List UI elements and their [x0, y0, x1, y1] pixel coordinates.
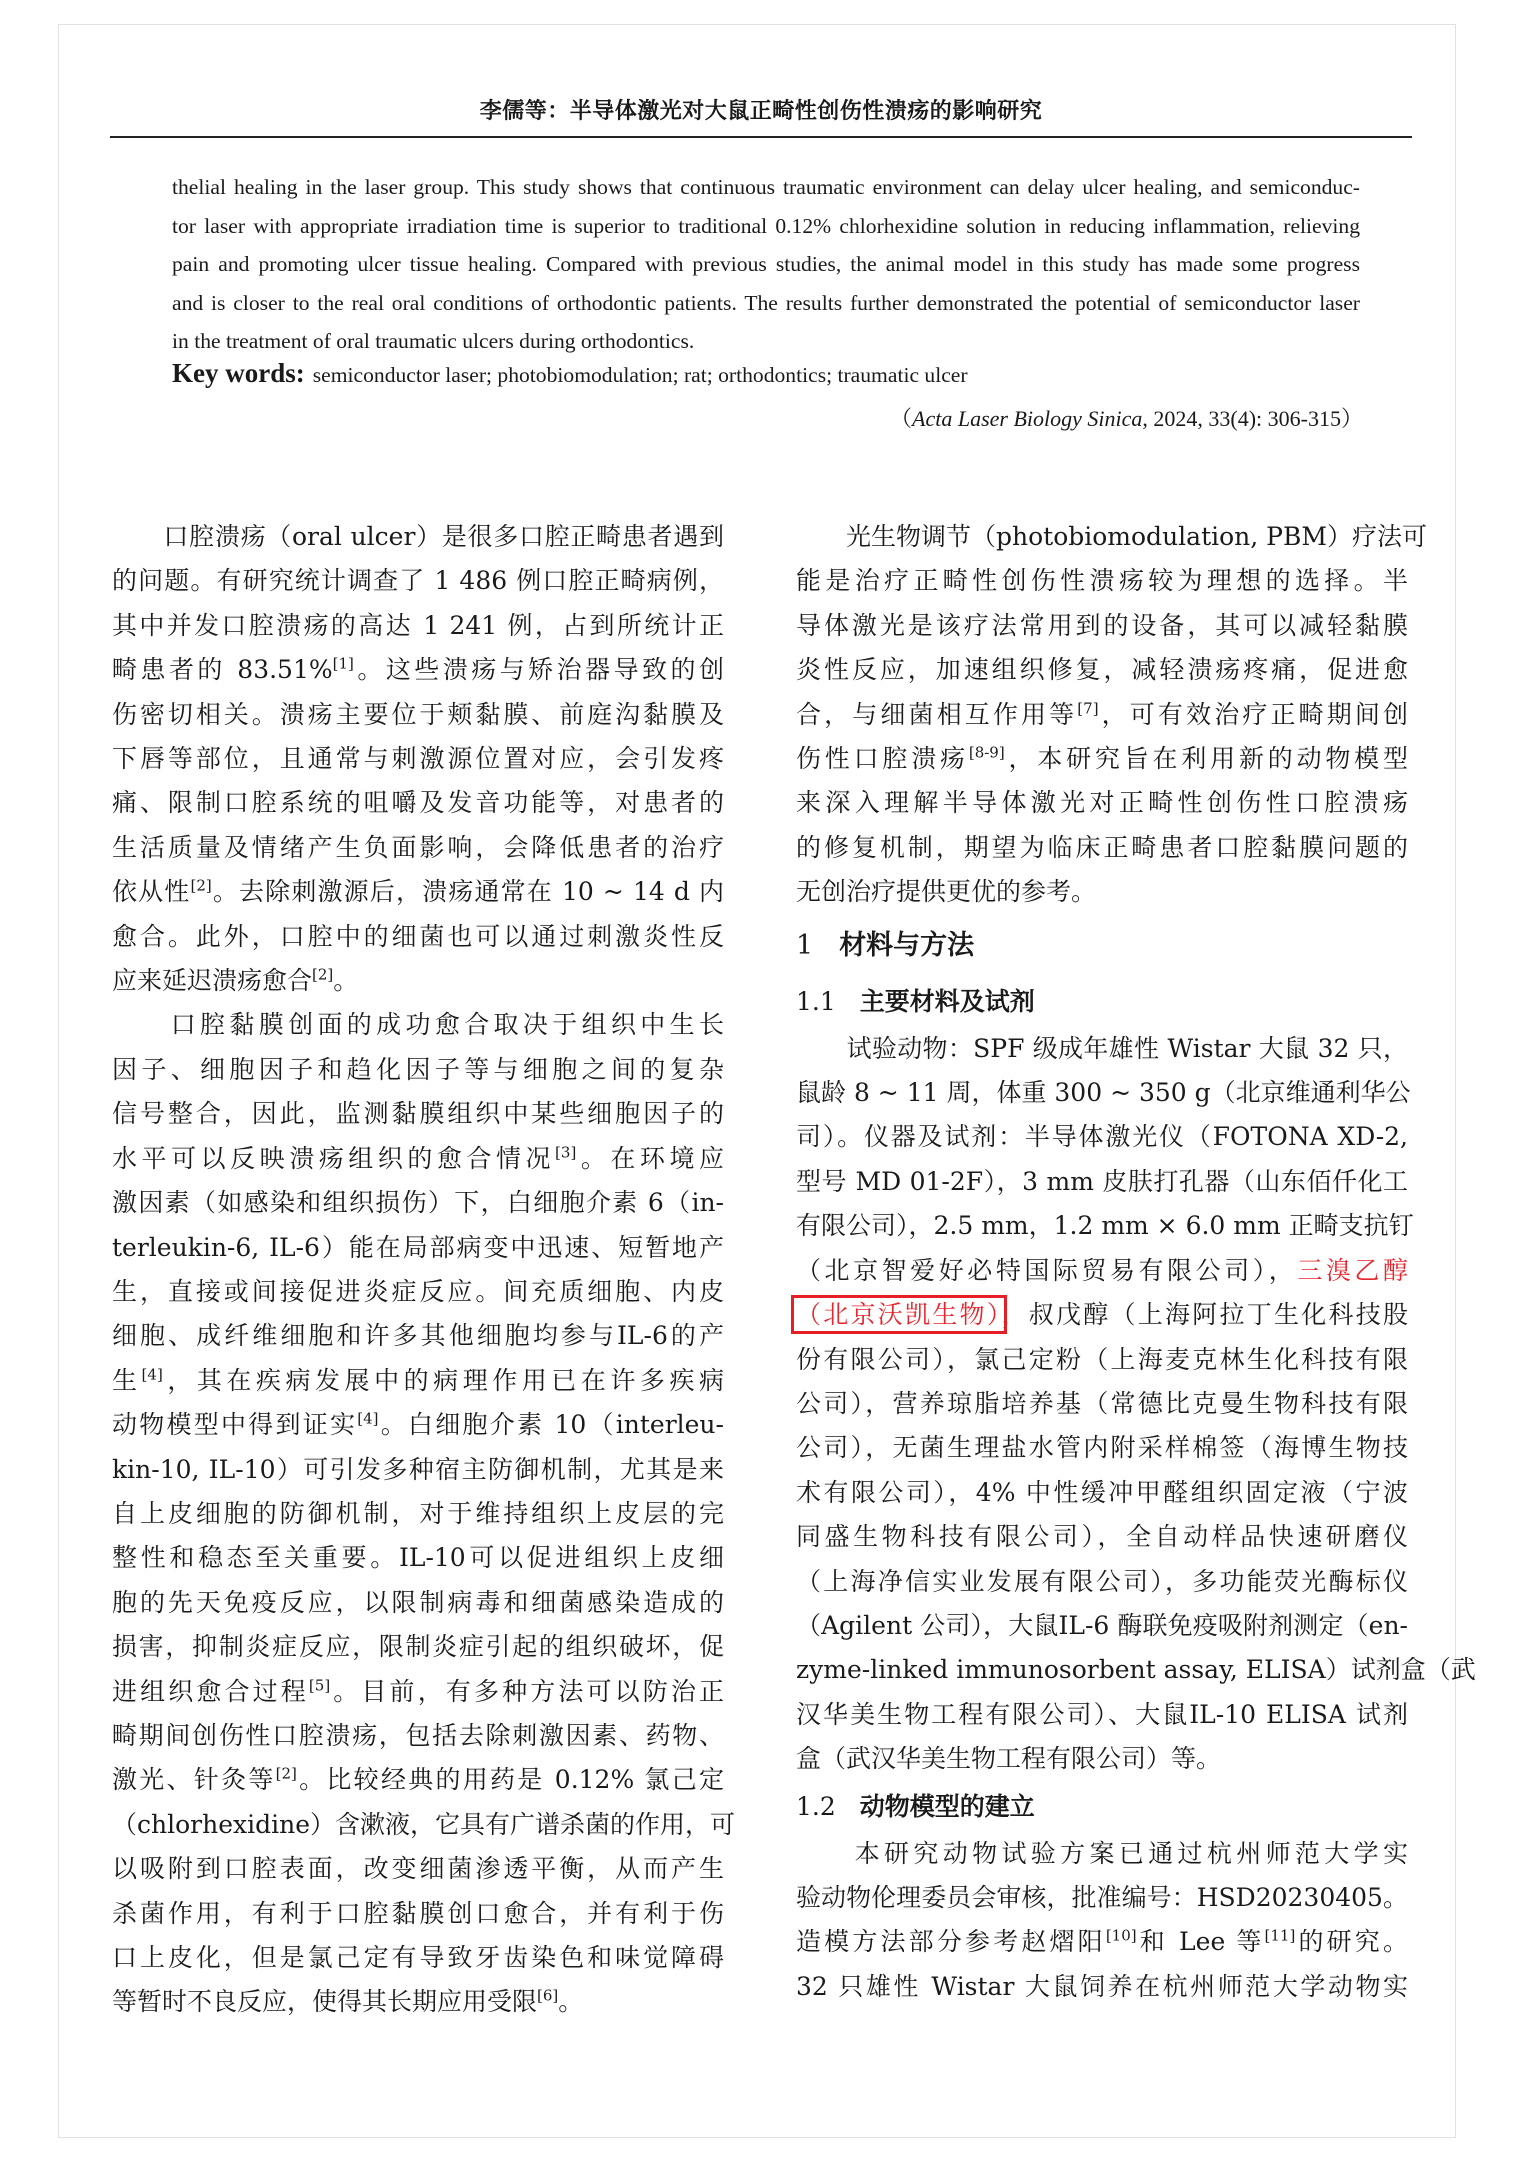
reference-mark[interactable]: [2]	[312, 965, 334, 984]
body-text: 畸患者的 83.51%	[112, 655, 333, 685]
reference-mark[interactable]: [1]	[332, 654, 354, 673]
body-text: 激光、针灸等	[112, 1765, 276, 1795]
body-line: 口腔黏膜创面的成功愈合取决于组织中生长	[112, 1010, 724, 1040]
body-text: 伤性口腔溃疡	[796, 744, 969, 774]
body-line	[112, 1403, 724, 1447]
body-line: 细胞、成纤维细胞和许多其他细胞均参与IL-6的产	[112, 1321, 724, 1351]
body-line: kin-10, IL-10）可引发多种宿主防御机制，尤其是来	[112, 1454, 724, 1484]
body-text: 应来延迟溃疡愈合	[112, 966, 313, 996]
body-text: 的研究。	[1295, 1927, 1408, 1957]
abstract	[172, 168, 1360, 361]
body-line: 自上皮细胞的防御机制，对于维持组织上皮层的完	[112, 1498, 724, 1528]
reference-mark[interactable]: [10]	[1105, 1927, 1137, 1946]
citation-rest: , 2024, 33(4): 306-315）	[1142, 406, 1363, 431]
reference-mark[interactable]: [4]	[357, 1409, 379, 1428]
body-line: 司）。仪器及试剂：半导体激光仪（FOTONA XD-2,	[796, 1122, 1408, 1152]
body-line: 信号整合，因此，监测黏膜组织中某些细胞因子的	[112, 1099, 724, 1129]
body-line: 炎性反应，加速组织修复，减轻溃疡疼痛，促进愈	[796, 655, 1408, 685]
header-rule	[110, 136, 1412, 138]
keywords	[172, 358, 1360, 389]
body-line: 痛、限制口腔系统的咀嚼及发音功能等，对患者的	[112, 788, 724, 818]
body-line: （Agilent 公司），大鼠IL-6 酶联免疫吸附剂测定（en-	[796, 1610, 1408, 1640]
body-text: 。在环境应	[576, 1143, 724, 1173]
body-line: 份有限公司），氯己定粉（上海麦克林生化科技有限	[796, 1344, 1408, 1374]
body-line: （chlorhexidine）含漱液，它具有广谱杀菌的作用，可	[112, 1809, 735, 1839]
body-line: 能是治疗正畸性创伤性溃疡较为理想的选择。半	[796, 566, 1408, 596]
body-text: 。去除刺激源后，溃疡通常在 10 ~ 14 d 内	[211, 877, 724, 907]
body-line	[112, 1980, 724, 2024]
body-line	[112, 959, 724, 1003]
body-line: 其中并发口腔溃疡的高达 1 241 例，占到所统计正	[112, 610, 724, 640]
section-title: 材料与方法	[839, 929, 975, 961]
body-line: （上海净信实业发展有限公司），多功能荧光酶标仪	[796, 1566, 1408, 1596]
body-line: zyme-linked immunosorbent assay, ELISA）试剂盒（武	[796, 1655, 1476, 1685]
body-line: 胞的先天免疫反应，以限制病毒和细菌感染造成的	[112, 1587, 724, 1617]
body-line: 口上皮化，但是氯己定有导致牙齿染色和味觉障碍	[112, 1943, 724, 1972]
section-number: 1	[796, 929, 814, 961]
body-line: terleukin-6, IL-6）能在局部病变中迅速、短暂地产	[112, 1232, 724, 1262]
body-line: 试验动物：SPF 级成年雄性 Wistar 大鼠 32 只，	[796, 1033, 1408, 1063]
citation-open: （	[890, 406, 913, 431]
abstract-line: thelial healing in the laser group. This study shows that continuous traumatic environment can delay ulcer healing, and semiconduc-	[172, 175, 1360, 199]
body-text: ，可有效治疗正畸期间创	[1098, 699, 1408, 729]
body-text: 等暂时不良反应，使得其长期应用受限	[112, 1987, 538, 2017]
right-column	[796, 515, 1476, 2009]
body-line: 无创治疗提供更优的参考。	[796, 877, 1097, 907]
abstract-line: and is closer to the real oral conditions of orthodontic patients. The results further demonstrated the potential of semiconductor laser	[172, 290, 1360, 315]
body-line: 来深入理解半导体激光对正畸性创伤性口腔溃疡	[796, 788, 1408, 818]
body-line	[112, 1359, 724, 1403]
body-line: 口腔溃疡（oral ulcer）是很多口腔正畸患者遇到	[112, 522, 724, 551]
body-text: 动物模型中得到证实	[112, 1410, 358, 1440]
body-line: 的修复机制，期望为临床正畸患者口腔黏膜问题的	[796, 832, 1408, 862]
abstract-line: tor laser with appropriate irradiation time is superior to traditional 0.12% chlorhexidine solution in reducing inflammation, relieving	[172, 213, 1360, 238]
abstract-line: pain and promoting ulcer tissue healing. Compared with previous studies, the animal model in this study has made some progress	[172, 252, 1360, 277]
body-line: 同盛生物科技有限公司），全自动样品快速研磨仪	[796, 1522, 1408, 1552]
body-line: 导体激光是该疗法常用到的设备，其可以减轻黏膜	[796, 610, 1408, 640]
body-line	[796, 693, 1408, 737]
body-line: 32 只雄性 Wistar 大鼠饲养在杭州师范大学动物实	[796, 1971, 1408, 2001]
body-line: 愈合。此外，口腔中的细菌也可以通过刺激炎性反	[112, 921, 724, 951]
body-text: ，本研究旨在利用新的动物模型	[1004, 744, 1408, 774]
body-line	[112, 648, 724, 692]
body-text: 水平可以反映溃疡组织的愈合情况	[112, 1143, 556, 1173]
body-line: 公司），无菌生理盐水管内附采样棉签（海博生物技	[796, 1433, 1408, 1463]
body-text: 。这些溃疡与矫治器导致的创	[353, 655, 724, 685]
body-text: 。	[333, 966, 359, 996]
body-line: 伤密切相关。溃疡主要位于颊黏膜、前庭沟黏膜及	[112, 699, 724, 729]
body-line	[112, 870, 724, 914]
running-header: 李儒等：半导体激光对大鼠正畸性创伤性溃疡的影响研究	[479, 98, 1043, 124]
body-line: 鼠龄 8 ~ 11 周，体重 300 ~ 350 g（北京维通利华公	[796, 1078, 1411, 1108]
body-text: 。目前，有多种方法可以防治正	[330, 1676, 724, 1706]
subsection-heading	[796, 1782, 1408, 1832]
body-text: 。	[558, 1987, 584, 2017]
body-line: 以吸附到口腔表面，改变细菌渗透平衡，从而产生	[112, 1854, 724, 1884]
section-heading	[796, 915, 1408, 977]
body-text: 依从性	[112, 877, 191, 907]
body-line: 光生物调节（photobiomodulation, PBM）疗法可	[796, 522, 1427, 551]
body-text: 和 Lee 等	[1136, 1927, 1265, 1957]
reference-mark[interactable]: [8-9]	[968, 743, 1005, 762]
body-line: 本研究动物试验方案已通过杭州师范大学实	[796, 1838, 1408, 1868]
body-line: 汉华美生物工程有限公司）、大鼠IL-10 ELISA 试剂	[796, 1699, 1408, 1729]
body-line: 盒（武汉华美生物工程有限公司）等。	[796, 1744, 1222, 1774]
body-line: 有限公司），2.5 mm，1.2 mm × 6.0 mm 正畸支抗钉	[796, 1211, 1414, 1241]
body-text: 进组织愈合过程	[112, 1676, 309, 1706]
body-text: 合，与细菌相互作用等	[796, 699, 1078, 729]
highlighted-supplier-box[interactable]: （北京沃凯生物）	[796, 1300, 1002, 1330]
subsection-number: 1.2	[796, 1791, 836, 1821]
body-line: 的问题。有研究统计调查了 1 486 例口腔正畸病例，	[112, 566, 724, 596]
body-line	[796, 1293, 1408, 1337]
body-line	[112, 1758, 724, 1802]
body-line: 损害，抑制炎症反应，限制炎症引起的组织破坏，促	[112, 1632, 724, 1662]
body-text: 生	[112, 1365, 142, 1395]
body-text: 。比较经典的用药是 0.12% 氯己定	[296, 1765, 724, 1795]
body-line: 畸期间创伤性口腔溃疡，包括去除刺激因素、药物、	[112, 1720, 724, 1750]
keywords-text: semiconductor laser; photobiomodulation; rat; orthodontics; traumatic ulcer	[312, 363, 968, 387]
reference-mark[interactable]: [7]	[1077, 699, 1099, 718]
body-line: 公司），营养琼脂培养基（常德比克曼生物科技有限	[796, 1388, 1408, 1418]
body-text: 。白细胞介素 10（interleu-	[378, 1410, 724, 1440]
subsection-title: 主要材料及试剂	[859, 986, 1035, 1016]
reference-mark[interactable]: [3]	[555, 1143, 577, 1162]
reference-mark[interactable]: [2]	[275, 1765, 297, 1784]
left-column	[112, 515, 735, 2025]
body-text: （北京智爱好必特国际贸易有限公司），	[796, 1255, 1298, 1285]
body-line: 型号 MD 01-2F），3 mm 皮肤打孔器（山东佰仟化工	[796, 1166, 1408, 1196]
reference-mark[interactable]: [2]	[190, 876, 212, 895]
subsection-number: 1.1	[796, 986, 836, 1016]
reference-mark[interactable]: [11]	[1264, 1927, 1296, 1946]
highlighted-reagent: 三溴乙醇	[1297, 1255, 1408, 1285]
reference-mark[interactable]: [6]	[537, 1987, 559, 2006]
body-line: 下唇等部位，且通常与刺激源位置对应，会引发疼	[112, 744, 724, 774]
keywords-label: Key words:	[172, 358, 305, 388]
body-text: 造模方法部分参考赵熠阳	[796, 1927, 1106, 1957]
citation	[890, 402, 1363, 433]
body-line	[796, 1920, 1408, 1964]
body-line: 术有限公司），4% 中性缓冲甲醛组织固定液（宁波	[796, 1477, 1408, 1507]
reference-mark[interactable]: [4]	[141, 1365, 163, 1384]
subsection-title: 动物模型的建立	[859, 1791, 1035, 1821]
abstract-line: in the treatment of oral traumatic ulcers during orthodontics.	[172, 329, 695, 354]
body-line: 整性和稳态至关重要。IL-10可以促进组织上皮细	[112, 1543, 724, 1573]
body-line: 杀菌作用，有利于口腔黏膜创口愈合，并有利于伤	[112, 1898, 724, 1928]
body-line	[112, 1670, 724, 1714]
reference-mark[interactable]: [5]	[308, 1676, 331, 1695]
citation-journal: Acta Laser Biology Sinica	[912, 406, 1143, 431]
body-line	[796, 1249, 1408, 1293]
body-text: ，其在疾病发展中的病理作用已在许多疾病	[162, 1365, 724, 1395]
body-line: 验动物伦理委员会审核，批准编号：HSD20230405。	[796, 1882, 1408, 1912]
body-text: ，叔戊醇（上海阿拉丁生化科技股	[1001, 1300, 1408, 1330]
subsection-heading	[796, 977, 1408, 1027]
body-line	[112, 1137, 724, 1181]
body-line: 生活质量及情绪产生负面影响，会降低患者的治疗	[112, 832, 724, 862]
body-line: 因子、细胞因子和趋化因子等与细胞之间的复杂	[112, 1054, 724, 1084]
body-line: 激因素（如感染和组织损伤）下，白细胞介素 6（in-	[112, 1188, 724, 1218]
body-line: 生，直接或间接促进炎症反应。间充质细胞、内皮	[112, 1276, 724, 1306]
body-line	[796, 737, 1408, 781]
